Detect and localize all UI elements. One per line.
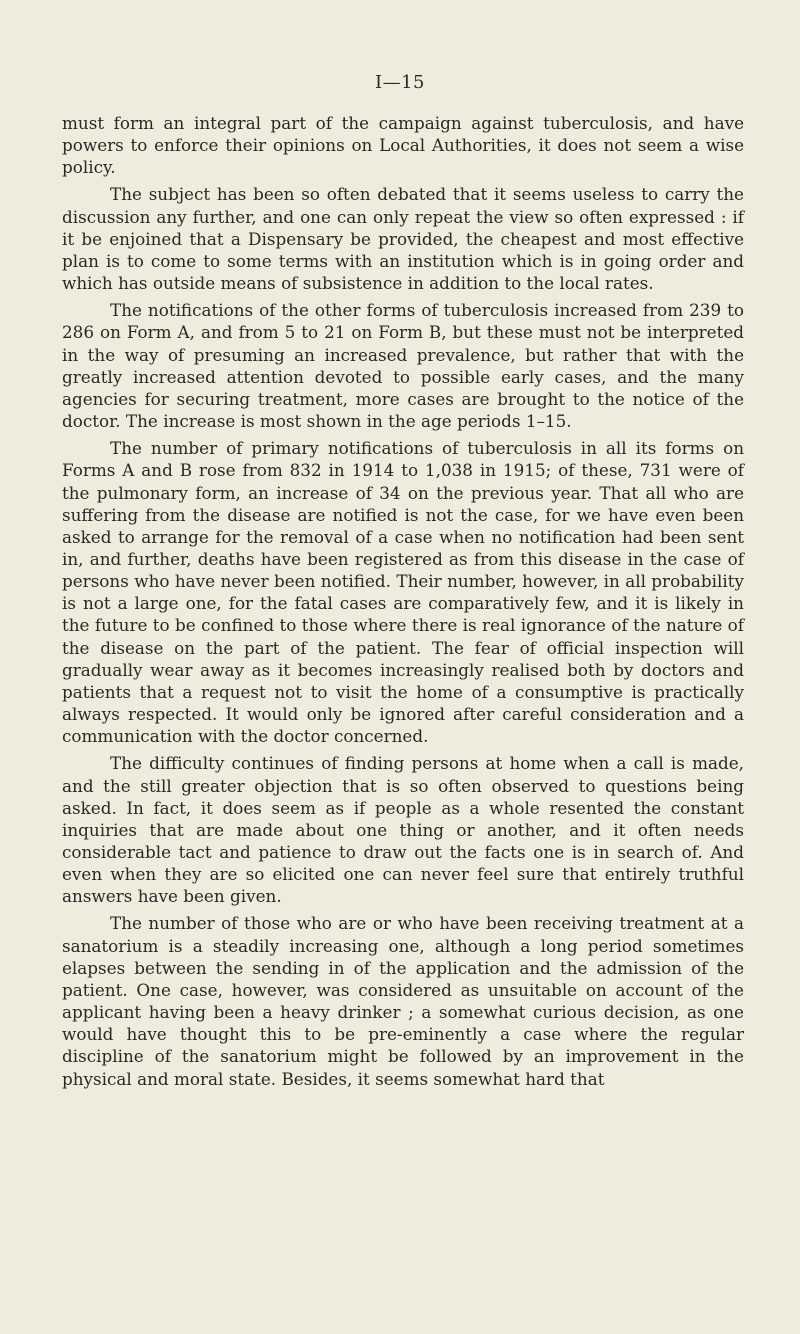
paragraph-continuation: must form an integral part of the campaign against tuberculosis, and have powers to enforce their opinions on Local Authorities, it does not seem a wise policy. xyxy=(62,113,744,178)
paragraph-other-forms: The notifications of the other forms of tuberculosis increased from 239 to 286 on Form A, and from 5 to 21 on Form B, but these must not be interpreted in the way of presuming an increased prevalence, but rather that with the greatly increased attention devoted to possible early cases, and the many agencies for securing treatment, more cases are brought to the notice of the doctor. The increase is most shown in the age periods 1–15. xyxy=(62,300,744,432)
paragraph-dispensary: The subject has been so often debated that it seems useless to carry the discussion any further, and one can only repeat the view so often expressed : if it be enjoined that a Dispensary be provided, the cheapest and most effective plan is to come to some terms with an institution which is in going order and which has outside means of subsistence in addition to the local rates. xyxy=(62,184,744,294)
paragraph-home-visits: The difficulty continues of finding persons at home when a call is made, and the still greater objection that is so often observed to questions being asked. In fact, it does seem as if people as a whole resented the constant inquiries that are made about one thing or another, and it often needs considerable tact and patience to draw out the facts one is in search of. And even when they are so elicited one can never feel sure that entirely truthful answers have been given. xyxy=(62,753,744,907)
paragraph-sanatorium: The number of those who are or who have been receiving treatment at a sanatorium is a steadily increasing one, although a long period sometimes elapses between the sending in of the application and the admission of the patient. One case, however, was considered as unsuitable on account of the applicant having been a heavy drinker ; a somewhat curious decision, as one would have thought this to be pre-eminently a case where the regular discipline of the sanatorium might be followed by an improvement in the physical and moral state. Besides, it seems somewhat hard that xyxy=(62,913,744,1089)
paragraph-primary-notifications: The number of primary notifications of tuberculosis in all its forms on Forms A and B rose from 832 in 1914 to 1,038 in 1915; of these, 731 were of the pulmonary form, an increase of 34 on the previous year. That all who are suffering from the disease are notified is not the case, for we have even been asked to arrange for the removal of a case when no notification had been sent in, and further, deaths have been registered as from this disease in the case of persons who have never been notified. Their number, however, in all probability is not a large one, for the fatal cases are comparatively few, and it is likely in the future to be confined to those where there is real ignorance of the nature of the disease on the part of the patient. The fear of official inspection will gradually wear away as it becomes increasingly realised both by doctors and patients that a request not to visit the home of a consumptive is practically always respected. It would only be ignored after careful consideration and a communication with the doctor concerned. xyxy=(62,438,744,747)
page-number: I—15 xyxy=(374,72,425,93)
body-text xyxy=(62,112,744,1095)
